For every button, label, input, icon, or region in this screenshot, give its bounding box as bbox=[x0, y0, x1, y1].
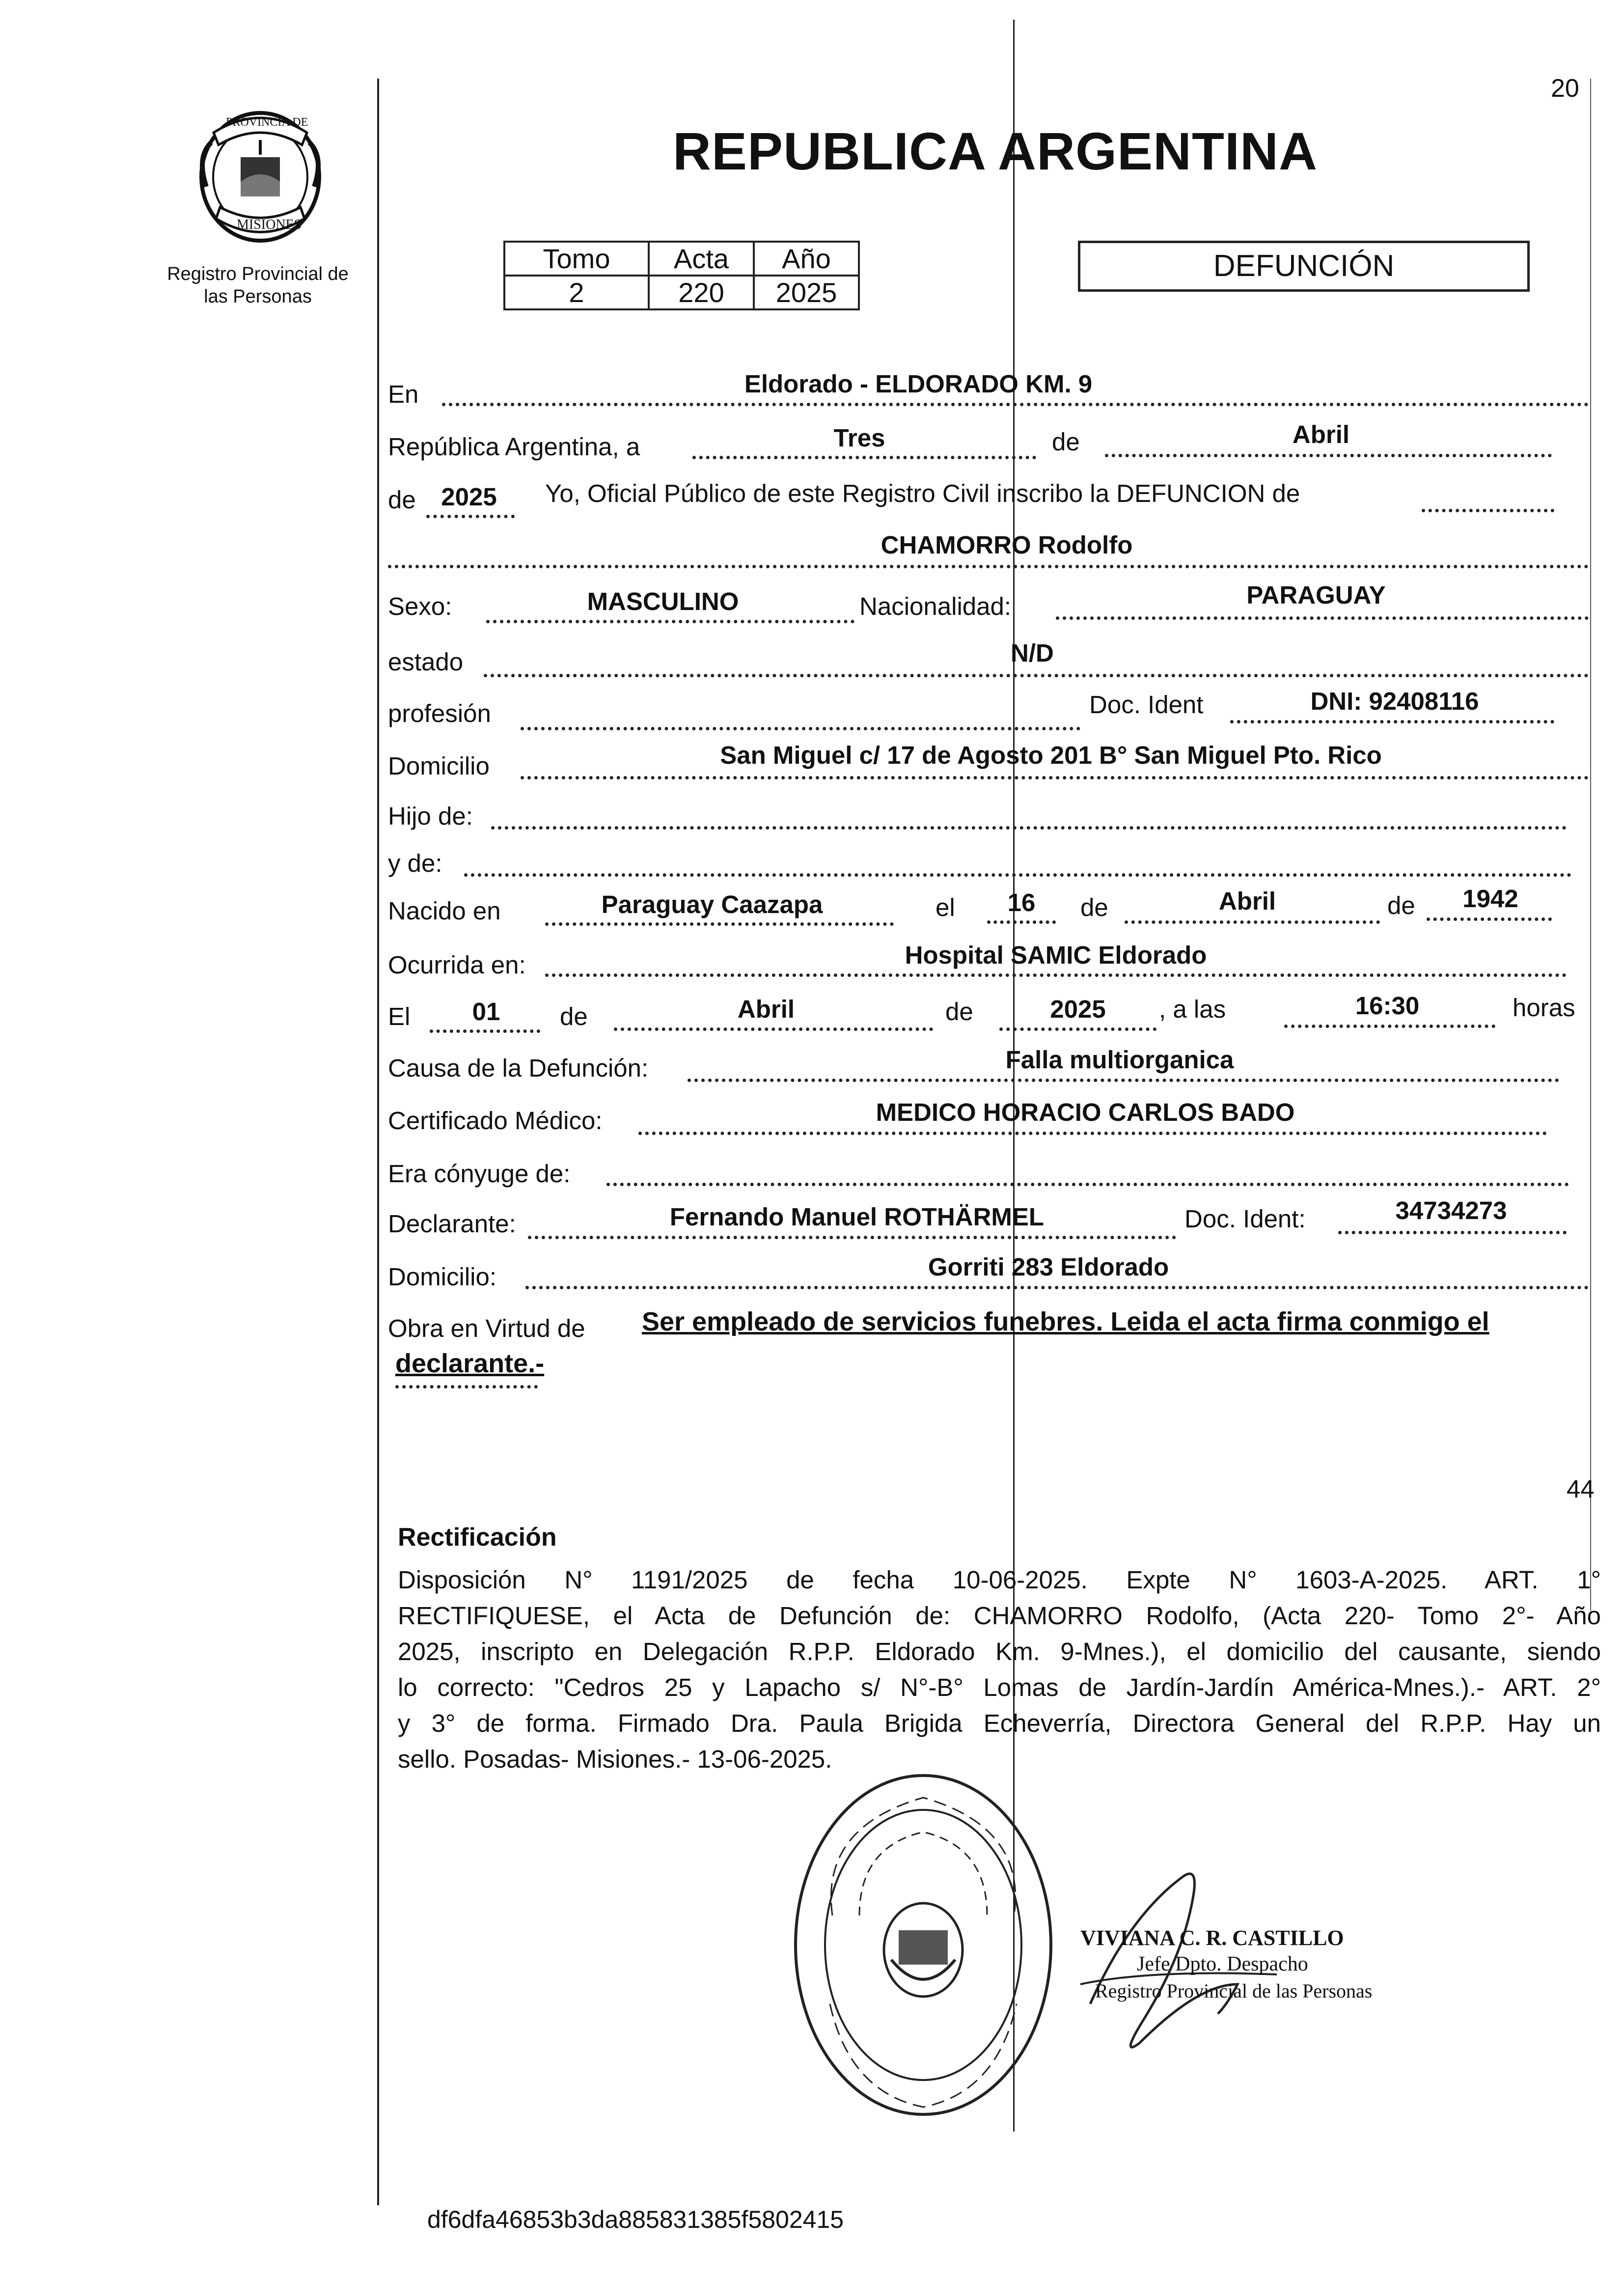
country-title: REPUBLICA ARGENTINA bbox=[673, 121, 1318, 181]
certificado-line bbox=[638, 1132, 1547, 1135]
en-line bbox=[442, 403, 1589, 406]
obra-label: Obra en Virtud de bbox=[388, 1314, 585, 1342]
year-prefix: de bbox=[388, 486, 416, 514]
en-label: En bbox=[388, 380, 419, 408]
record-type: DEFUNCIÓN bbox=[1213, 249, 1395, 283]
document-hash: df6dfa46853b3da885831385f5802415 bbox=[427, 2206, 844, 2233]
day-written: Tres bbox=[833, 424, 885, 452]
yde-line bbox=[464, 873, 1571, 877]
birth-year: 1942 bbox=[1462, 885, 1518, 913]
record-table bbox=[503, 241, 860, 310]
profesion-line bbox=[521, 727, 1080, 730]
death-el-label: El bbox=[388, 1002, 411, 1030]
domicilio2-line bbox=[525, 1286, 1589, 1289]
nacido-value: Paraguay Caazapa bbox=[601, 890, 823, 918]
ocurrida-line bbox=[545, 973, 1567, 977]
ocurrida-label: Ocurrida en: bbox=[388, 951, 526, 979]
republica-de-label: de bbox=[1052, 428, 1080, 456]
doc-ident-label: Doc. Ident bbox=[1089, 691, 1204, 719]
death-year: 2025 bbox=[1050, 995, 1106, 1023]
horas-label: horas bbox=[1513, 994, 1575, 1022]
rectificacion-line: y 3° de forma. Firmado Dra. Paula Brigida Echeverría, Directora General del R.P.P. Hay un bbox=[398, 1709, 1601, 1737]
alas-label: , a las bbox=[1159, 995, 1226, 1023]
month-written: Abril bbox=[1292, 420, 1350, 448]
death-time-line bbox=[1284, 1025, 1495, 1028]
registry-name-line2: las Personas bbox=[204, 286, 312, 307]
emblem-base-text: MISIONES bbox=[237, 217, 302, 232]
deceased-name: CHAMORRO Rodolfo bbox=[881, 531, 1133, 559]
official-stamp bbox=[786, 1768, 1061, 2122]
causa-value: Falla multiorganica bbox=[1005, 1046, 1234, 1074]
day-written-line bbox=[692, 456, 1036, 459]
tomo-header: Tomo bbox=[504, 242, 649, 276]
doc2-line bbox=[1338, 1231, 1567, 1234]
yde-label: y de: bbox=[388, 849, 442, 877]
estado-line bbox=[484, 674, 1589, 677]
domicilio-value: San Miguel c/ 17 de Agosto 201 B° San Miguel Pto. Rico bbox=[720, 741, 1382, 769]
doc-ident-line bbox=[1230, 720, 1554, 723]
rectificacion-line: 2025, inscripto en Delegación R.P.P. Eldorado Km. 9-Mnes.), el domicilio del causante, siendo bbox=[398, 1638, 1601, 1665]
inscribo-line bbox=[1422, 509, 1554, 512]
page-number: 20 bbox=[1551, 74, 1579, 103]
acta-header: Acta bbox=[649, 242, 754, 276]
left-margin-line bbox=[377, 79, 379, 2205]
sexo-value: MASCULINO bbox=[587, 587, 739, 615]
hijo-line bbox=[491, 826, 1567, 830]
causa-label: Causa de la Defunción: bbox=[388, 1054, 649, 1082]
nacionalidad-label: Nacionalidad: bbox=[859, 592, 1012, 620]
rectificacion-line: sello. Posadas- Misiones.- 13-06-2025. bbox=[398, 1745, 832, 1773]
nacionalidad-line bbox=[1056, 616, 1589, 620]
rectificacion-line: lo correcto: "Cedros 25 y Lapacho s/ N°-B° Lomas de Jardín-Jardín América-Mnes.).- ART. 2° bbox=[398, 1673, 1601, 1701]
record-table-header-row bbox=[504, 242, 859, 276]
official-stamp-icon bbox=[786, 1768, 1061, 2122]
month-written-line bbox=[1105, 454, 1552, 457]
birth-year-line bbox=[1427, 917, 1552, 921]
nacido-line bbox=[545, 922, 894, 926]
death-month: Abril bbox=[737, 995, 795, 1023]
rectificacion-line: RECTIFIQUESE, el Acta de Defunción de: CHAMORRO Rodolfo, (Acta 220- Tomo 2°- Año bbox=[398, 1602, 1601, 1630]
domicilio2-value: Gorriti 283 Eldorado bbox=[928, 1253, 1169, 1281]
death-de2-label: de bbox=[945, 998, 973, 1026]
hijo-label: Hijo de: bbox=[388, 802, 473, 830]
tomo-value: 2 bbox=[504, 276, 649, 309]
signature-office: Registro Provincial de las Personas bbox=[1095, 1980, 1373, 2002]
registry-name-line1: Registro Provincial de bbox=[167, 264, 349, 284]
sexo-line bbox=[486, 620, 854, 623]
en-value: Eldorado - ELDORADO KM. 9 bbox=[744, 370, 1093, 398]
anio-value: 2025 bbox=[754, 276, 859, 309]
signature-title: Jefe Dpto. Despacho bbox=[1137, 1953, 1308, 1975]
death-day-line bbox=[430, 1029, 540, 1033]
domicilio-line bbox=[521, 776, 1589, 779]
obra-value-line2: declarante.- bbox=[395, 1349, 545, 1378]
estado-label: estado bbox=[388, 648, 464, 676]
birth-month: Abril bbox=[1218, 887, 1276, 915]
rectificacion-line: Disposición N° 1191/2025 de fecha 10-06-2025. Expte N° 1603-A-2025. ART. 1° bbox=[398, 1566, 1601, 1594]
certificado-value: MEDICO HORACIO CARLOS BADO bbox=[876, 1098, 1295, 1126]
birth-day-line bbox=[987, 920, 1056, 924]
nacido-label: Nacido en bbox=[388, 897, 501, 925]
secondary-page-number: 44 bbox=[1567, 1475, 1595, 1503]
conyuge-label: Era cónyuge de: bbox=[388, 1160, 571, 1188]
birth-de2-label: de bbox=[1387, 891, 1415, 919]
anio-header: Año bbox=[754, 242, 859, 276]
signature-name: VIVIANA C. R. CASTILLO bbox=[1080, 1926, 1344, 1950]
nacionalidad-value: PARAGUAY bbox=[1246, 581, 1386, 609]
birth-de1-label: de bbox=[1080, 893, 1108, 921]
registry-name bbox=[147, 263, 368, 308]
birth-month-line bbox=[1125, 920, 1380, 924]
record-type-box bbox=[1078, 241, 1530, 292]
declarante-value: Fernando Manuel ROTHÄRMEL bbox=[669, 1203, 1045, 1231]
right-edge-line bbox=[1590, 79, 1591, 1611]
death-month-line bbox=[614, 1027, 933, 1031]
conyuge-line bbox=[606, 1183, 1569, 1186]
death-year-line bbox=[999, 1027, 1156, 1031]
domicilio2-label: Domicilio: bbox=[388, 1263, 497, 1291]
sexo-label: Sexo: bbox=[388, 592, 452, 620]
profesion-label: profesión bbox=[388, 699, 491, 727]
death-day: 01 bbox=[472, 998, 500, 1026]
domicilio-label: Domicilio bbox=[388, 752, 490, 780]
death-time: 16:30 bbox=[1355, 992, 1420, 1020]
doc2-value: 34734273 bbox=[1395, 1196, 1507, 1224]
republica-label: República Argentina, a bbox=[388, 433, 640, 461]
obra-line bbox=[395, 1385, 538, 1388]
certificado-label: Certificado Médico: bbox=[388, 1107, 603, 1135]
estado-value: N/D bbox=[1011, 639, 1054, 667]
year-line bbox=[426, 515, 515, 518]
emblem-ribbon-text: PROVINCIA DE bbox=[226, 116, 308, 129]
deceased-name-line bbox=[388, 565, 1589, 568]
birth-el-label: el bbox=[936, 893, 955, 921]
emblem bbox=[187, 98, 334, 246]
causa-line bbox=[688, 1079, 1559, 1082]
inscribo-text: Yo, Oficial Público de este Registro Civil inscribo la DEFUNCION de bbox=[545, 479, 1300, 507]
acta-value: 220 bbox=[649, 276, 754, 309]
birth-day: 16 bbox=[1007, 888, 1036, 916]
year-value: 2025 bbox=[441, 483, 497, 511]
obra-value-line1: Ser empleado de servicios funebres. Leida el acta firma conmigo el bbox=[642, 1307, 1489, 1336]
declarante-label: Declarante: bbox=[388, 1210, 516, 1238]
signature-block bbox=[1071, 1857, 1444, 2078]
ocurrida-value: Hospital SAMIC Eldorado bbox=[905, 941, 1207, 969]
doc2-label: Doc. Ident: bbox=[1184, 1205, 1306, 1233]
rectificacion-title: Rectificación bbox=[398, 1523, 557, 1552]
death-de1-label: de bbox=[560, 1002, 588, 1030]
rectificacion-text bbox=[398, 1562, 1601, 1777]
doc-ident-value: DNI: 92408116 bbox=[1310, 687, 1479, 715]
record-table-value-row bbox=[504, 276, 859, 309]
declarante-line bbox=[528, 1236, 1176, 1239]
